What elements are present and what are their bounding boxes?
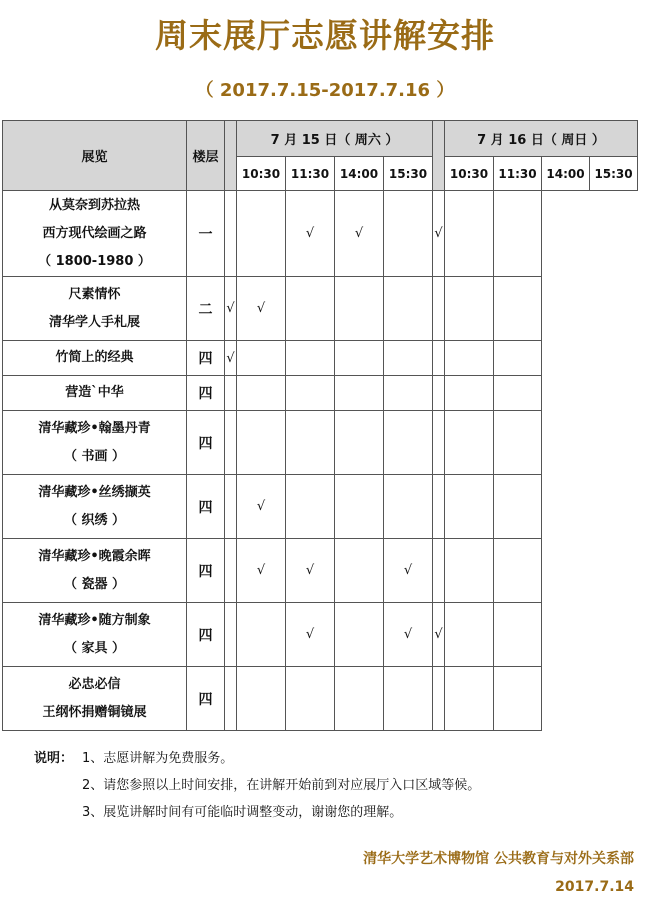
time-slot: 10:30 xyxy=(445,157,494,191)
slot-mark xyxy=(335,411,384,475)
exhibition-name: 必忠必信 王纲怀捐赠铜镜展 xyxy=(3,667,187,731)
slot-mark xyxy=(384,341,433,376)
table-row xyxy=(3,667,638,731)
slot-mark xyxy=(494,277,542,341)
notes-section xyxy=(34,745,480,826)
slot-mark: √ xyxy=(237,475,286,539)
time-slot: 11:30 xyxy=(286,157,335,191)
slot-mark xyxy=(335,475,384,539)
table-row xyxy=(3,191,638,277)
slot-mark xyxy=(494,191,542,277)
slot-mark: √ xyxy=(286,191,335,277)
slot-mark xyxy=(286,411,335,475)
issue-date: 2017.7.14 xyxy=(555,879,634,895)
slot-mark xyxy=(286,277,335,341)
slot-mark xyxy=(225,539,237,603)
slot-mark xyxy=(445,376,494,411)
table-row xyxy=(3,341,638,376)
floor-cell: 四 xyxy=(187,341,225,376)
slot-mark xyxy=(445,411,494,475)
organization-name: 清华大学艺术博物馆 公共教育与对外关系部 xyxy=(363,851,634,867)
slot-mark xyxy=(494,539,542,603)
slot-mark xyxy=(445,667,494,731)
slot-mark xyxy=(433,376,445,411)
slot-mark xyxy=(335,539,384,603)
floor-cell: 四 xyxy=(187,475,225,539)
note-item: 2、请您参照以上时间安排，在讲解开始前到对应展厅入口区域等候。 xyxy=(82,778,481,793)
slot-mark: √ xyxy=(384,539,433,603)
slot-mark xyxy=(237,376,286,411)
slot-mark: √ xyxy=(225,341,237,376)
time-slot: 15:30 xyxy=(590,157,638,191)
slot-mark xyxy=(494,376,542,411)
exhibition-name: 竹简上的经典 xyxy=(3,341,187,376)
slot-mark xyxy=(445,539,494,603)
slot-mark xyxy=(384,376,433,411)
slot-mark xyxy=(384,191,433,277)
column-separator xyxy=(225,121,237,191)
slot-mark: √ xyxy=(237,539,286,603)
slot-mark xyxy=(494,603,542,667)
time-slot: 15:30 xyxy=(384,157,433,191)
floor-cell: 四 xyxy=(187,376,225,411)
slot-mark: √ xyxy=(335,191,384,277)
schedule-table xyxy=(2,120,638,731)
table-row xyxy=(3,475,638,539)
floor-cell: 四 xyxy=(187,411,225,475)
slot-mark xyxy=(433,411,445,475)
slot-mark xyxy=(335,376,384,411)
slot-mark: √ xyxy=(286,603,335,667)
floor-cell: 四 xyxy=(187,603,225,667)
slot-mark xyxy=(237,411,286,475)
slot-mark xyxy=(335,603,384,667)
table-row xyxy=(3,376,638,411)
table-row xyxy=(3,603,638,667)
exhibition-name: 清华藏珍•晚霞余晖 （ 瓷器 ） xyxy=(3,539,187,603)
time-slot: 14:00 xyxy=(542,157,590,191)
slot-mark xyxy=(384,411,433,475)
column-separator xyxy=(433,121,445,191)
slot-mark xyxy=(237,667,286,731)
page-title: 周末展厅志愿讲解安排 xyxy=(155,16,495,55)
slot-mark xyxy=(384,667,433,731)
slot-mark xyxy=(225,603,237,667)
floor-cell: 二 xyxy=(187,277,225,341)
slot-mark xyxy=(384,277,433,341)
day1-header: 7 月 15 日（ 周六 ） xyxy=(237,121,433,157)
slot-mark xyxy=(494,341,542,376)
slot-mark xyxy=(286,341,335,376)
exhibition-name: 清华藏珍•随方制象 （ 家具 ） xyxy=(3,603,187,667)
note-item: 1、志愿讲解为免费服务。 xyxy=(82,751,234,766)
date-range: （ 2017.7.15-2017.7.16 ） xyxy=(195,80,455,101)
table-row xyxy=(3,539,638,603)
slot-mark xyxy=(433,277,445,341)
slot-mark xyxy=(433,667,445,731)
slot-mark xyxy=(225,376,237,411)
floor-cell: 四 xyxy=(187,667,225,731)
slot-mark xyxy=(237,341,286,376)
slot-mark xyxy=(335,667,384,731)
slot-mark xyxy=(286,667,335,731)
slot-mark: √ xyxy=(384,603,433,667)
exhibition-name: 清华藏珍•翰墨丹青 （ 书画 ） xyxy=(3,411,187,475)
time-slot: 11:30 xyxy=(494,157,542,191)
slot-mark xyxy=(225,667,237,731)
slot-mark xyxy=(225,411,237,475)
slot-mark xyxy=(286,376,335,411)
slot-mark xyxy=(384,475,433,539)
slot-mark: √ xyxy=(433,191,445,277)
footer xyxy=(363,845,634,901)
slot-mark xyxy=(445,475,494,539)
slot-mark xyxy=(225,191,237,277)
slot-mark xyxy=(433,341,445,376)
exhibition-header: 展览 xyxy=(3,121,187,191)
slot-mark xyxy=(433,475,445,539)
slot-mark xyxy=(445,191,494,277)
slot-mark xyxy=(225,475,237,539)
slot-mark xyxy=(237,191,286,277)
exhibition-name: 营造`中华 xyxy=(3,376,187,411)
floor-cell: 一 xyxy=(187,191,225,277)
slot-mark xyxy=(445,277,494,341)
floor-cell: 四 xyxy=(187,539,225,603)
slot-mark xyxy=(494,475,542,539)
time-slot: 14:00 xyxy=(335,157,384,191)
table-row xyxy=(3,277,638,341)
exhibition-name: 从莫奈到苏拉热 西方现代绘画之路 （ 1800-1980 ） xyxy=(3,191,187,277)
floor-header: 楼层 xyxy=(187,121,225,191)
slot-mark xyxy=(335,341,384,376)
slot-mark xyxy=(286,475,335,539)
slot-mark: √ xyxy=(286,539,335,603)
exhibition-name: 尺素情怀 清华学人手札展 xyxy=(3,277,187,341)
slot-mark xyxy=(335,277,384,341)
slot-mark xyxy=(445,603,494,667)
slot-mark: √ xyxy=(225,277,237,341)
slot-mark xyxy=(445,341,494,376)
slot-mark xyxy=(494,411,542,475)
exhibition-name: 清华藏珍•丝绣撷英 （ 织绣 ） xyxy=(3,475,187,539)
slot-mark xyxy=(494,667,542,731)
day2-header: 7 月 16 日（ 周日 ） xyxy=(445,121,638,157)
slot-mark xyxy=(433,539,445,603)
time-slot: 10:30 xyxy=(237,157,286,191)
notes-label: 说明： xyxy=(34,751,74,766)
slot-mark: √ xyxy=(237,277,286,341)
note-item: 3、展览讲解时间有可能临时调整变动，谢谢您的理解。 xyxy=(82,805,403,820)
table-row xyxy=(3,411,638,475)
slot-mark xyxy=(237,603,286,667)
slot-mark: √ xyxy=(433,603,445,667)
